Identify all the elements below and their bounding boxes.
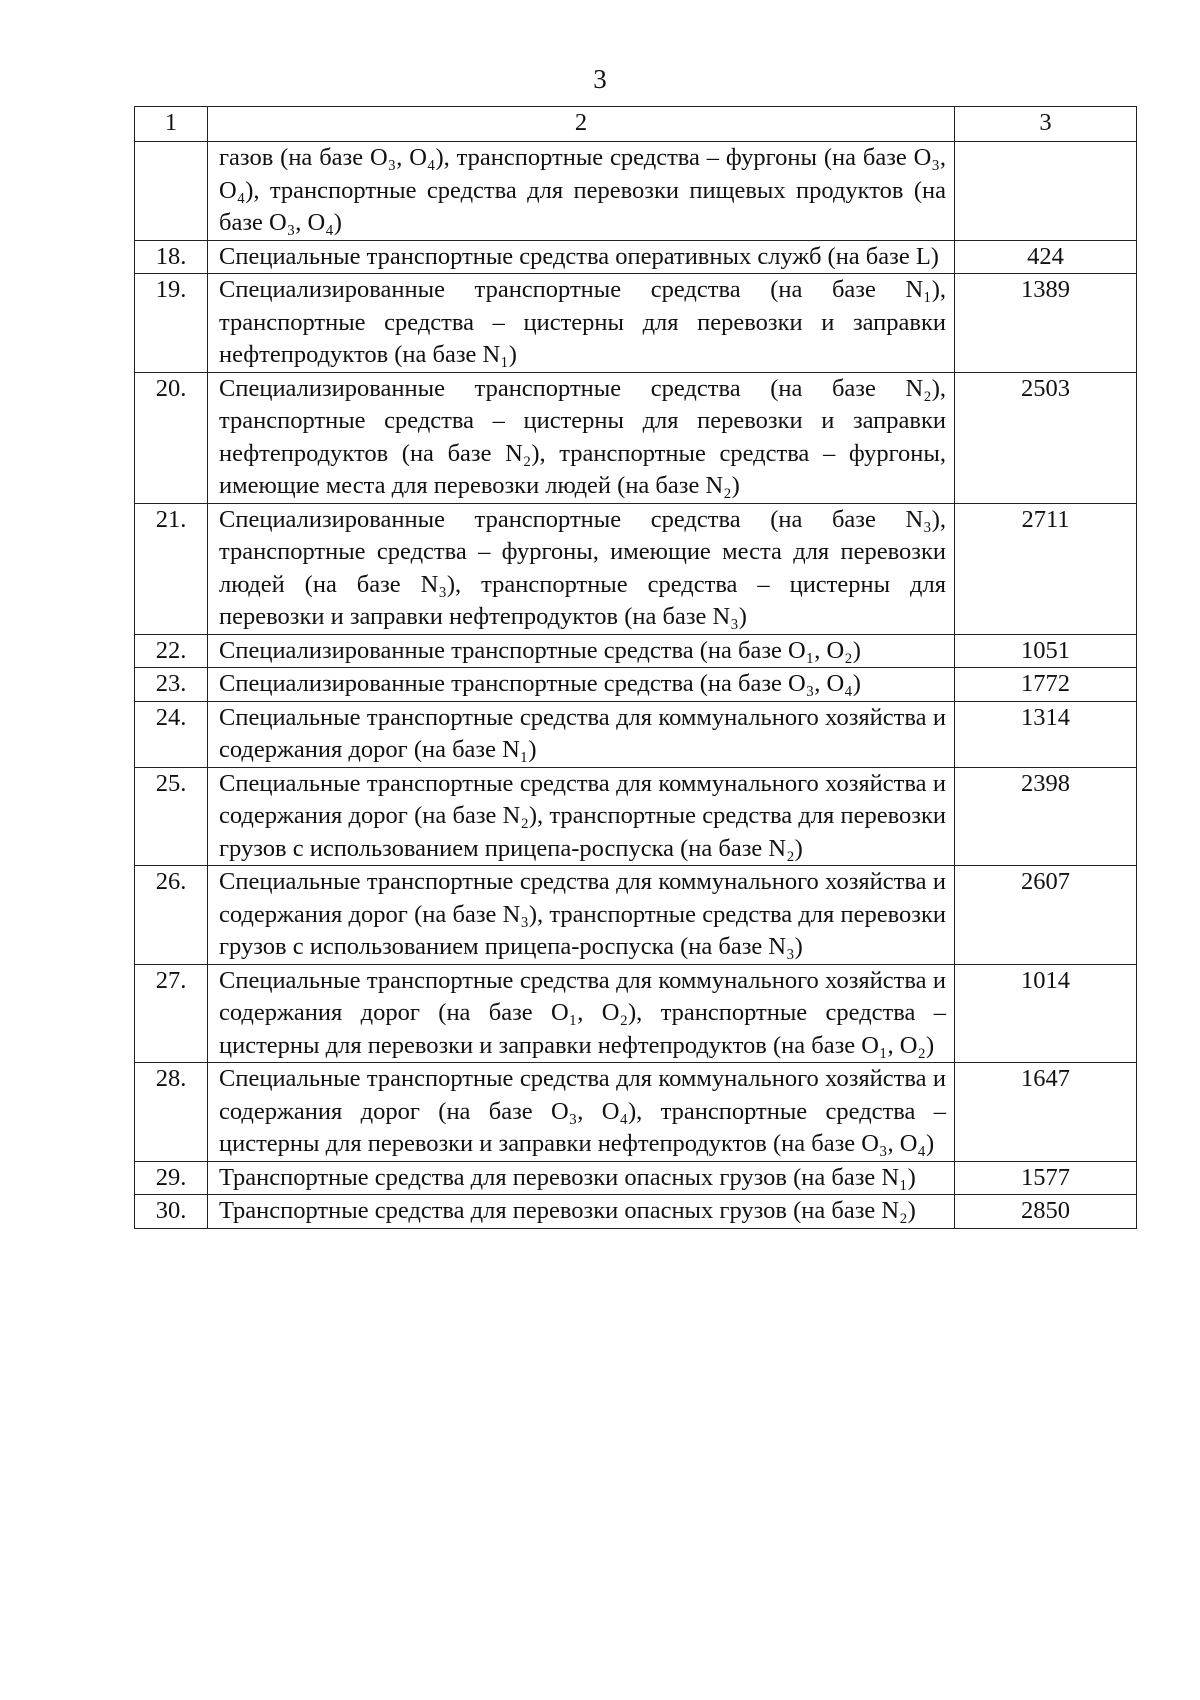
row-code: 1577 bbox=[955, 1161, 1137, 1195]
row-description: Специальные транспортные средства для коммунального хозяйства и содержания дорог (на базе N₂), транспортные средства для перевозки грузов с использованием прицепа-роспуска (на базе N₂) bbox=[208, 767, 955, 866]
row-number: 24. bbox=[135, 701, 208, 767]
table-row bbox=[135, 142, 1137, 241]
row-code: 2398 bbox=[955, 767, 1137, 866]
row-code bbox=[955, 142, 1137, 241]
row-description: Специальные транспортные средства для коммунального хозяйства и содержания дорог (на базе O₃, O₄), транспортные средства – цистерны для перевозки и заправки нефтепродуктов (на базе O₃, O₄) bbox=[208, 1063, 955, 1162]
row-description: Специализированные транспортные средства (на базе N₁), транспортные средства – цистерны для перевозки и заправки нефтепродуктов (на базе N₁) bbox=[208, 274, 955, 373]
row-description: Специализированные транспортные средства (на базе N₃), транспортные средства – фургоны, имеющие места для перевозки людей (на базе N₃), транспортные средства – цистерны для перевозки и заправки нефтепродуктов (на базе N₃) bbox=[208, 503, 955, 634]
table-header-row bbox=[135, 107, 1137, 142]
table-row bbox=[135, 240, 1137, 274]
row-code: 2850 bbox=[955, 1195, 1137, 1229]
table-row bbox=[135, 1161, 1137, 1195]
row-code: 1314 bbox=[955, 701, 1137, 767]
table-row bbox=[135, 866, 1137, 965]
row-number: 20. bbox=[135, 372, 208, 503]
column-header-1: 1 bbox=[135, 107, 208, 142]
row-description: Транспортные средства для перевозки опасных грузов (на базе N₁) bbox=[208, 1161, 955, 1195]
table-row bbox=[135, 668, 1137, 702]
row-description: Транспортные средства для перевозки опасных грузов (на базе N₂) bbox=[208, 1195, 955, 1229]
row-number: 18. bbox=[135, 240, 208, 274]
row-code: 1772 bbox=[955, 668, 1137, 702]
row-description: Специальные транспортные средства для коммунального хозяйства и содержания дорог (на базе N₁) bbox=[208, 701, 955, 767]
table-row bbox=[135, 503, 1137, 634]
row-description: Специальные транспортные средства для коммунального хозяйства и содержания дорог (на базе N₃), транспортные средства для перевозки грузов с использованием прицепа-роспуска (на базе N₃) bbox=[208, 866, 955, 965]
page-number: 3 bbox=[593, 64, 607, 94]
row-code: 1389 bbox=[955, 274, 1137, 373]
row-number: 29. bbox=[135, 1161, 208, 1195]
table-row bbox=[135, 1195, 1137, 1229]
vehicle-category-table bbox=[134, 106, 1137, 1229]
row-description: газов (на базе O₃, O₄), транспортные средства – фургоны (на базе O₃, O₄), транспортные средства для перевозки пищевых продуктов (на базе O₃, O₄) bbox=[208, 142, 955, 241]
row-code: 2503 bbox=[955, 372, 1137, 503]
table-row bbox=[135, 274, 1137, 373]
table-row bbox=[135, 964, 1137, 1063]
row-number: 21. bbox=[135, 503, 208, 634]
row-code: 424 bbox=[955, 240, 1137, 274]
row-number: 22. bbox=[135, 634, 208, 668]
row-number: 23. bbox=[135, 668, 208, 702]
row-code: 1051 bbox=[955, 634, 1137, 668]
table-row bbox=[135, 1063, 1137, 1162]
row-code: 2607 bbox=[955, 866, 1137, 965]
row-code: 1647 bbox=[955, 1063, 1137, 1162]
row-code: 2711 bbox=[955, 503, 1137, 634]
row-description: Специальные транспортные средства оперативных служб (на базе L) bbox=[208, 240, 955, 274]
row-number: 25. bbox=[135, 767, 208, 866]
row-description: Специализированные транспортные средства (на базе O₃, O₄) bbox=[208, 668, 955, 702]
row-description: Специальные транспортные средства для коммунального хозяйства и содержания дорог (на базе O₁, O₂), транспортные средства – цистерны для перевозки и заправки нефтепродуктов (на базе O₁, O₂) bbox=[208, 964, 955, 1063]
column-header-3: 3 bbox=[955, 107, 1137, 142]
row-number bbox=[135, 142, 208, 241]
row-description: Специализированные транспортные средства (на базе N₂), транспортные средства – цистерны для перевозки и заправки нефтепродуктов (на базе N₂), транспортные средства – фургоны, имеющие места для перевозки людей (на базе N₂) bbox=[208, 372, 955, 503]
row-number: 28. bbox=[135, 1063, 208, 1162]
table-row bbox=[135, 372, 1137, 503]
column-header-2: 2 bbox=[208, 107, 955, 142]
row-number: 19. bbox=[135, 274, 208, 373]
table-row bbox=[135, 767, 1137, 866]
row-number: 30. bbox=[135, 1195, 208, 1229]
row-number: 27. bbox=[135, 964, 208, 1063]
table-row bbox=[135, 634, 1137, 668]
row-code: 1014 bbox=[955, 964, 1137, 1063]
table-row bbox=[135, 701, 1137, 767]
row-number: 26. bbox=[135, 866, 208, 965]
row-description: Специализированные транспортные средства (на базе O₁, O₂) bbox=[208, 634, 955, 668]
